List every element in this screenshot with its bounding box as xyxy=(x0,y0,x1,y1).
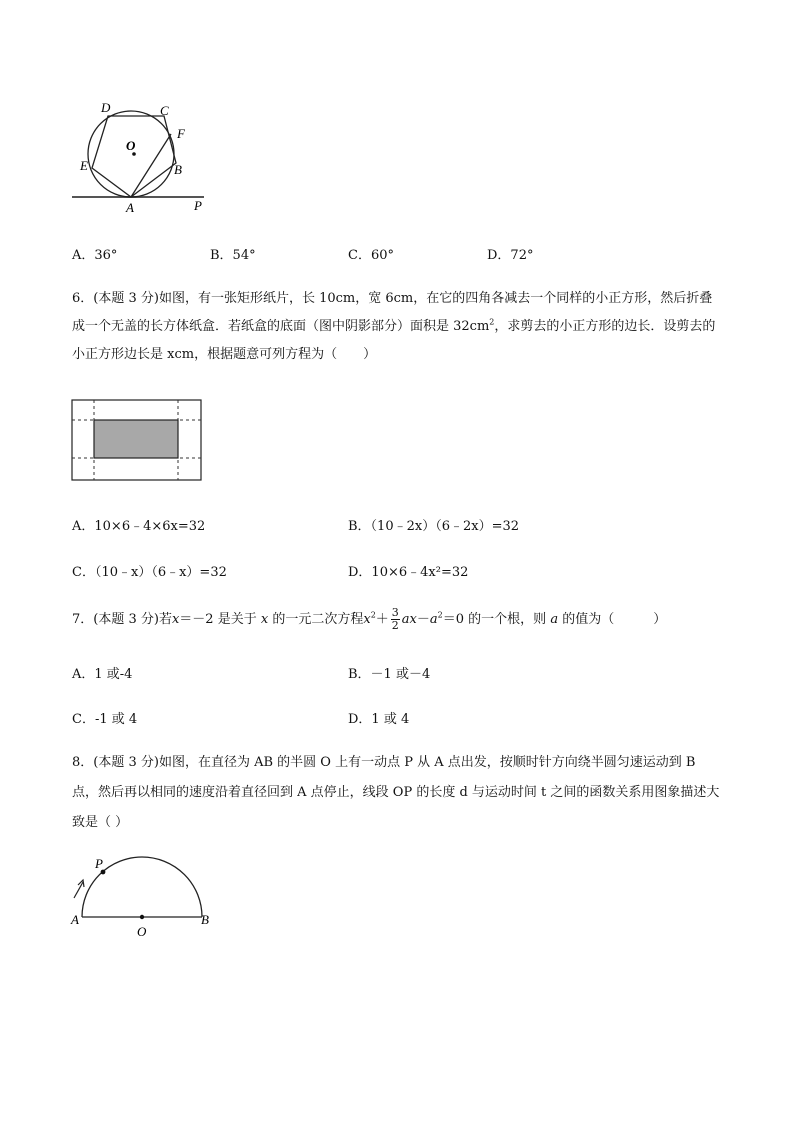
circle-o xyxy=(88,111,174,197)
q7-option-b[interactable]: B．－1 或－4 xyxy=(348,667,431,682)
q7-option-a[interactable]: A．1 或-4 xyxy=(72,667,133,682)
label-d: D xyxy=(101,100,111,115)
label-a: A xyxy=(71,912,79,927)
label-b: B xyxy=(201,912,209,927)
q6-figure xyxy=(70,398,204,484)
q6-option-b[interactable]: B．（10﹣2x）（6﹣2x）=32 xyxy=(348,519,520,534)
label-b: B xyxy=(174,162,182,177)
label-a: A xyxy=(126,200,134,214)
q8-question: 8．(本题 3 分)如图，在直径为 AB 的半圆 O 上有一动点 P 从 A 点出发，按顺时针方向绕半圆匀速运动到 B 点，然后再以相同的速度沿着直径回到 A 点停止，线段 OP 的长度 d 与运动时间 t 之间的函数关系用图象描述大致是（ ） xyxy=(72,755,720,830)
q5-option-a[interactable]: A．36° xyxy=(72,248,118,263)
q8-figure xyxy=(66,850,216,940)
label-e: E xyxy=(80,158,88,173)
label-o: O xyxy=(137,924,147,939)
q7-option-c[interactable]: C．-1 或 4 xyxy=(72,712,138,727)
shaded-base xyxy=(94,420,178,458)
label-f: F xyxy=(177,126,185,141)
fraction-3-2: $\frac{3}{2}$ xyxy=(391,606,399,632)
label-o: O xyxy=(126,138,136,153)
q6-option-c[interactable]: C．（10﹣x）（6﹣x）=32 xyxy=(72,565,227,580)
label-p: P xyxy=(194,198,202,213)
point-o xyxy=(140,915,144,919)
q5-option-d[interactable]: D．72° xyxy=(487,248,534,263)
pentagon xyxy=(92,116,176,197)
q7-question: 7．(本题 3 分)若x＝－2 是关于 x 的一元二次方程$x^2+$ $\frac{3}{2}$ $ax-a^2=0$ 的一个根，则 a 的值为（ ） xyxy=(72,606,667,632)
label-p: P xyxy=(95,856,103,871)
label-c: C xyxy=(160,103,169,118)
q6-option-d[interactable]: D．10×6﹣4x²=32 xyxy=(348,565,469,580)
q7-option-d[interactable]: D．1 或 4 xyxy=(348,712,410,727)
q6-question: 6．(本题 3 分)如图，有一张矩形纸片，长 10cm，宽 6cm，在它的四角各减去一个同样的小正方形，然后折叠成一个无盖的长方体纸盒．若纸盒的底面（图中阴影部分）面积是 $32cm^2$，求剪去的小正方形的边长．设剪去的小正方形边长是 xcm，根据题意可列方程为（ ） xyxy=(72,291,716,362)
q6-option-a[interactable]: A．10×6﹣4×6x=32 xyxy=(72,519,206,534)
q5-option-b[interactable]: B．54° xyxy=(210,248,256,263)
q5-option-c[interactable]: C．60° xyxy=(348,248,394,263)
q5-figure xyxy=(68,98,208,214)
chord-af xyxy=(131,134,171,197)
